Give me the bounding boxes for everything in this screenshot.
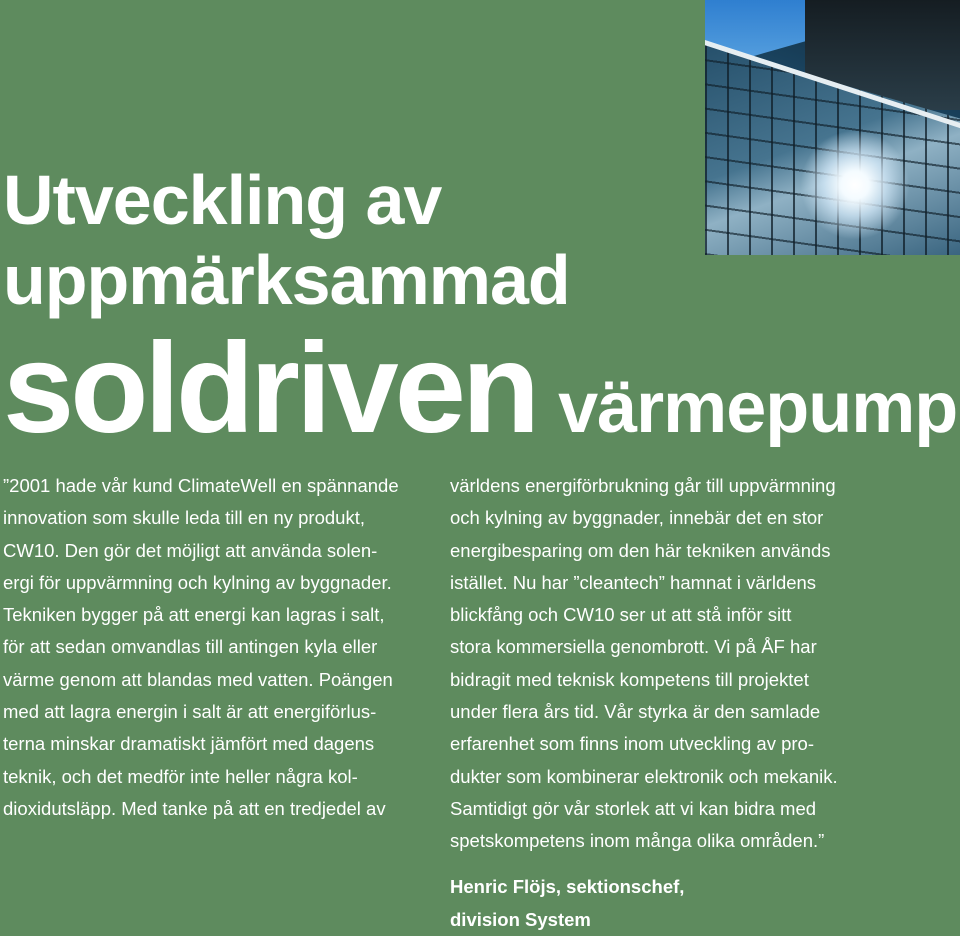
text-line: dioxidutsläpp. Med tanke på att en tredjedel av — [3, 797, 386, 819]
text-line: Tekniken bygger på att energi kan lagras i salt, — [3, 604, 385, 626]
text-line: bidragit med teknisk kompetens till projektet — [450, 668, 809, 690]
text-line: energibesparing om den här tekniken används — [450, 539, 831, 561]
headline-line-2: uppmärksammad — [3, 241, 570, 319]
signature-name: Henric Flöjs, sektionschef, — [450, 875, 685, 897]
text-line: världens energiförbrukning går till uppvärmning — [450, 475, 836, 496]
text-line: för att sedan omvandlas till antingen kyla eller — [3, 636, 378, 658]
text-line: under flera års tid. Vår styrka är den samlade — [450, 701, 821, 723]
text-line: istället. Nu har ”cleantech” hamnat i världens — [450, 571, 817, 593]
text-line: ”2001 hade vår kund ClimateWell en spännande — [3, 475, 399, 496]
text-line: terna minskar dramatiskt jämfört med dagens — [3, 733, 375, 755]
text-line: ergi för uppvärmning och kylning av byggnader. — [3, 571, 392, 593]
text-line: dukter som kombinerar elektronik och mekanik. — [450, 765, 838, 787]
text-line: spetskompetens inom många olika områden.” — [450, 830, 825, 852]
text-line: med att lagra energin i salt är att energiförlus- — [3, 701, 377, 723]
text-line: blickfång och CW10 ser ut att stå inför sitt — [450, 604, 792, 626]
text-column-left — [3, 470, 399, 825]
text-line: och kylning av byggnader, innebär det en stor — [450, 507, 824, 529]
text-line: teknik, och det medför inte heller några kol- — [3, 765, 358, 787]
text-line: stora kommersiella genombrott. Vi på ÅF har — [450, 636, 817, 658]
building-photo — [705, 0, 960, 255]
headline-line-1: Utveckling av — [3, 161, 442, 239]
text-line: innovation som skulle leda till en ny produkt, — [3, 507, 365, 529]
text-column-right — [450, 470, 838, 936]
headline-big-word: soldriven — [3, 317, 537, 460]
headline-line-3 — [3, 317, 958, 460]
text-line: värme genom att blandas med vatten. Poängen — [3, 668, 393, 690]
headline-medium-word: värmepump — [558, 368, 958, 448]
text-line: erfarenhet som finns inom utveckling av pro- — [450, 733, 815, 755]
text-line: Samtidigt gör vår storlek att vi kan bidra med — [450, 797, 817, 819]
text-line: CW10. Den gör det möjligt att använda solen- — [3, 539, 378, 561]
signature — [450, 870, 838, 936]
signature-division: division System — [450, 908, 591, 930]
sun-reflection — [800, 130, 910, 240]
